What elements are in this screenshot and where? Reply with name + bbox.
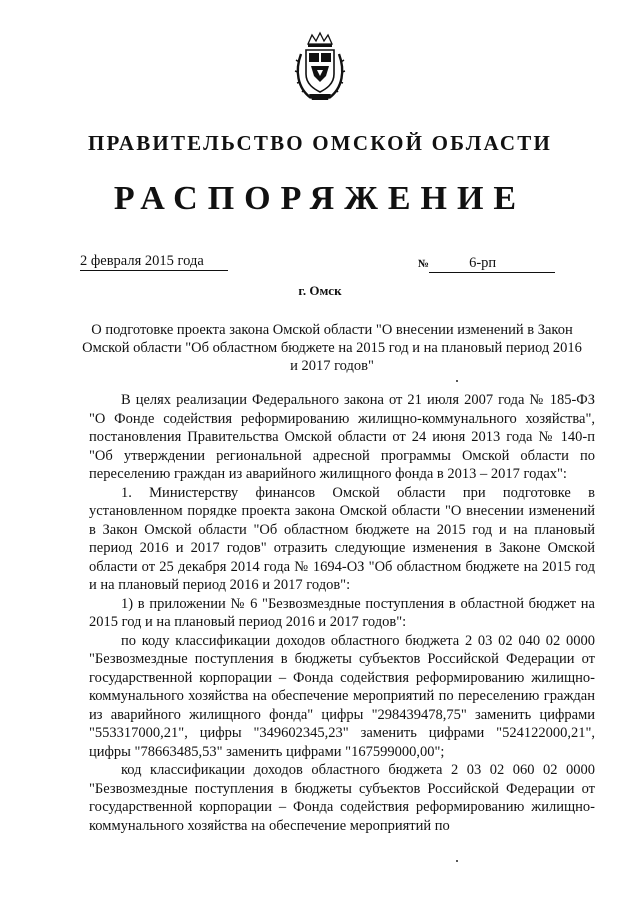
item-1-paragraph: 1. Министерству финансов Омской области при подготовке в установленном порядке проекта закона Омской области "О внесении изменений в Закон Омской области "Об областном бюджете на 2015 год и на плановый период 2016 и 2017 годов" отразить следующие изменения в Законе Омской области от 25 декабря 2014 года № 1694-ОЗ "Об областном бюджете на 2015 год и на плановый период 2016 и 2017 годов": (89, 484, 595, 593)
preamble-paragraph: В целях реализации Федерального закона от 21 июля 2007 года № 185-ФЗ "О Фонде содействия реформированию жилищно-коммунального хозяйства", постановления Правительства Омской области от 24 июня 2013 года № 140-п "Об утверждении региональной адресной программы Омской области по переселению граждан из аварийного жилищного фонда в 2013 – 2017 годах": (89, 392, 595, 482)
document-type-title: РАСПОРЯЖЕНИЕ (113, 180, 527, 217)
document-body (89, 391, 595, 835)
code-paragraph-2: код классификации доходов областного бюджета 2 03 02 060 02 0000 "Безвозмездные поступления в бюджеты субъектов Российской Федерации от государственной корпорации – Фонда содействия реформированию жилищно-коммунального хозяйства на обеспечение мероприятий по (89, 762, 595, 834)
subitem-1-paragraph: 1) в приложении № 6 "Безвозмездные поступления в областной бюджет на 2015 год и на плановый период 2016 и 2017 годов": (89, 595, 595, 630)
document-city: г. Омск (298, 283, 342, 298)
document-number (418, 255, 572, 273)
number-label: № (418, 258, 430, 270)
number-value: 6-рп (429, 255, 555, 273)
organization-title: ПРАВИТЕЛЬСТВО ОМСКОЙ ОБЛАСТИ (87, 131, 552, 155)
document-subject: О подготовке проекта закона Омской области "О внесении изменений в Закон Омской области "Об областном бюджете на 2015 год и на плановый период 2016 и 2017 годов" (82, 322, 582, 374)
scan-speck (456, 860, 458, 862)
scan-speck (456, 380, 458, 382)
omsk-region-coat-of-arms-icon (293, 30, 347, 102)
code-paragraph-1: по коду классификации доходов областного бюджета 2 03 02 040 02 0000 "Безвозмездные поступления в бюджеты субъектов Российской Федерации от государственной корпорации – Фонда содействия реформированию жилищно-коммунального хозяйства на обеспечение мероприятий по переселению граждан из аварийного жилищного фонда" цифры "298439478,75" заменить цифрами "553317000,21", цифры "349602345,23" заменить цифрами "524122000,21", цифры "78663485,53" заменить цифрами "167599000,00"; (89, 632, 595, 760)
document-date: 2 февраля 2015 года (80, 253, 228, 271)
